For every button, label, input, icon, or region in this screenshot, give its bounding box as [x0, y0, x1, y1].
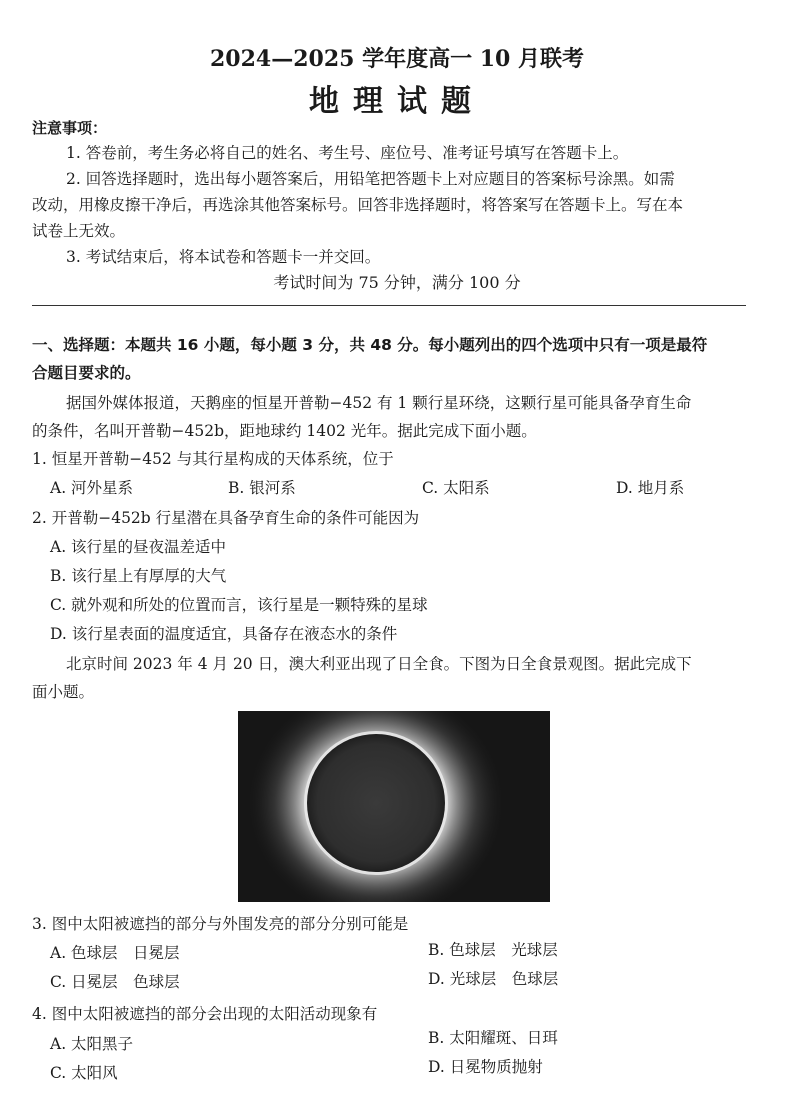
material-1-line-1: 据国外媒体报道，天鹅座的恒星开普勒−452 有 1 颗行星环绕，这颗行星可能具备孕育生命: [66, 394, 692, 412]
eclipse-illustration: [238, 711, 550, 902]
divider-line: [32, 305, 746, 306]
question-3-option-b: B. 色球层 光球层: [428, 941, 558, 959]
question-1-option-a: A. 河外星系: [50, 479, 134, 497]
material-2-line-2: 面小题。: [32, 683, 95, 701]
notice-item-2-end: 试卷上无效。: [32, 222, 126, 240]
question-4-option-c: C. 太阳风: [50, 1064, 118, 1082]
question-4-option-a: A. 太阳黑子: [50, 1035, 134, 1053]
question-1-option-d: D. 地月系: [616, 479, 685, 497]
question-1-option-b: B. 银河系: [228, 479, 296, 497]
question-2-option-d: D. 该行星表面的温度适宜，具备存在液态水的条件: [50, 625, 398, 643]
solar-eclipse-image: [238, 711, 550, 902]
question-4-option-d: D. 日冕物质抛射: [428, 1058, 543, 1076]
section-heading-cont: 合题目要求的。: [32, 364, 141, 382]
exam-time-info: 考试时间为 75 分钟，满分 100 分: [273, 273, 521, 292]
question-3-option-d: D. 光球层 色球层: [428, 970, 559, 988]
question-2-option-c: C. 就外观和所处的位置而言，该行星是一颗特殊的星球: [50, 596, 428, 614]
question-3-option-a: A. 色球层 日冕层: [50, 944, 180, 962]
question-2-option-a: A. 该行星的昼夜温差适中: [50, 538, 227, 556]
notice-item-3: 3. 考试结束后，将本试卷和答题卡一并交回。: [66, 248, 381, 266]
notice-item-2-cont: 改动，用橡皮擦干净后，再选涂其他答案标号。回答非选择题时，将答案写在答题卡上。写在本: [32, 196, 684, 214]
exam-title: 2024—2025 学年度高一 10 月联考: [209, 46, 585, 72]
subject-title: 地理试题: [309, 84, 485, 119]
question-3-option-c: C. 日冕层 色球层: [50, 973, 180, 991]
question-3-stem: 3. 图中太阳被遮挡的部分与外围发亮的部分分别可能是: [32, 915, 409, 933]
question-2-stem: 2. 开普勒−452b 行星潜在具备孕育生命的条件可能因为: [32, 509, 420, 527]
question-4-stem: 4. 图中太阳被遮挡的部分会出现的太阳活动现象有: [32, 1005, 378, 1023]
notice-item-1: 1. 答卷前，考生务必将自己的姓名、考生号、座位号、准考证号填写在答题卡上。: [66, 144, 629, 162]
question-2-option-b: B. 该行星上有厚厚的大气: [50, 567, 227, 585]
question-1-stem: 1. 恒星开普勒−452 与其行星构成的天体系统，位于: [32, 450, 394, 468]
material-1-line-2: 的条件，名叫开普勒−452b，距地球约 1402 光年。据此完成下面小题。: [32, 422, 537, 440]
question-4-option-b: B. 太阳耀斑、日珥: [428, 1029, 558, 1047]
question-1-option-c: C. 太阳系: [422, 479, 490, 497]
section-heading: 一、选择题：本题共 16 小题，每小题 3 分，共 48 分。每小题列出的四个选项中只有一项是最符: [32, 336, 708, 354]
notice-heading: 注意事项：: [32, 119, 108, 137]
notice-item-2: 2. 回答选择题时，选出每小题答案后，用铅笔把答题卡上对应题目的答案标号涂黑。如需: [66, 170, 675, 188]
material-2-line-1: 北京时间 2023 年 4 月 20 日，澳大利亚出现了日全食。下图为日全食景观图。据此完成下: [66, 655, 692, 673]
